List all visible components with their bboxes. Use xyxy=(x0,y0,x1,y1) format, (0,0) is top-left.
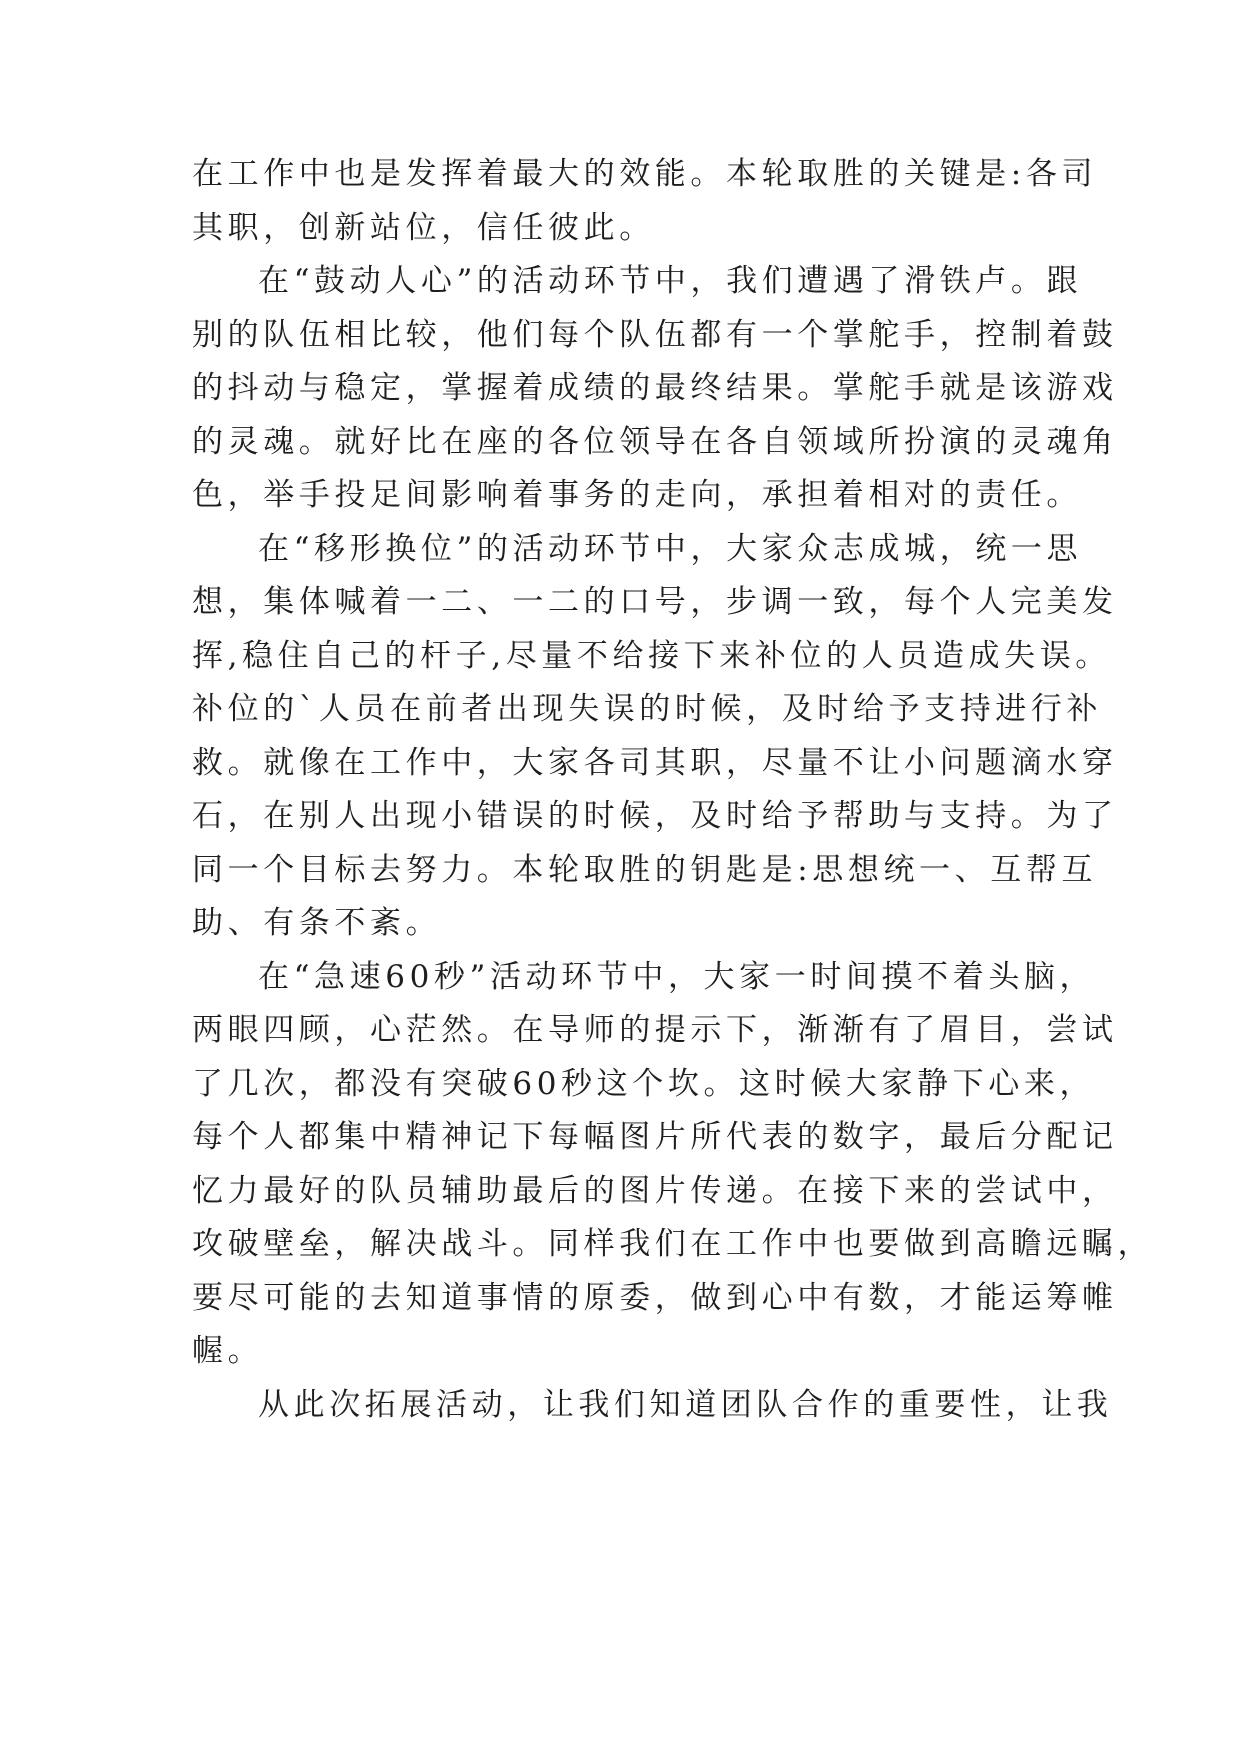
text-line: 助、有条不紊。 xyxy=(192,905,442,941)
text-line: 的抖动与稳定，掌握着成绩的最终结果。掌舵手就是该游戏 xyxy=(192,370,1118,406)
text-line: 救。就像在工作中，大家各司其职，尽量不让小问题滴水穿 xyxy=(192,744,1118,781)
text-line: 想，集体喊着一二、一二的口号，步调一致，每个人完美发 xyxy=(192,584,1118,620)
text-line: 色，举手投足间影响着事务的走向，承担着相对的责任。 xyxy=(192,477,1082,513)
text-line: 挥,稳住自己的杆子,尽量不给接下来补位的人员造成失误。 xyxy=(192,637,1111,674)
text-line: 石，在别人出现小错误的时候，及时给予帮助与支持。为了 xyxy=(192,798,1118,834)
text-line: 其职，创新站位，信任彼此。 xyxy=(192,209,655,246)
text-line: 补位的`人员在前者出现失误的时候，及时给予支持进行补 xyxy=(192,691,1103,727)
text-line: 同一个目标去努力。本轮取胜的钥匙是:思想统一、互帮互 xyxy=(192,851,1098,888)
paragraph-start-line: 在“急速60秒”活动环节中，大家一时间摸不着头脑， xyxy=(258,958,1096,995)
body-text xyxy=(192,148,1154,1432)
text-line: 了几次，都没有突破60秒这个坎。这时候大家静下心来， xyxy=(192,1065,1096,1102)
text-line: 幄。 xyxy=(192,1333,264,1369)
text-line: 在工作中也是发挥着最大的效能。本轮取胜的关键是:各司 xyxy=(192,156,1098,192)
text-line: 别的队伍相比较，他们每个队伍都有一个掌舵手，控制着鼓 xyxy=(192,316,1118,353)
text-line: 忆力最好的队员辅助最后的图片传递。在接下来的尝试中， xyxy=(192,1172,1118,1209)
paragraph-start-line: 从此次拓展活动，让我们知道团队合作的重要性，让我 xyxy=(258,1386,1113,1423)
text-line: 要尽可能的去知道事情的原委，做到心中有数，才能运筹帷 xyxy=(192,1279,1118,1316)
text-line: 两眼四顾，心茫然。在导师的提示下，渐渐有了眉目，尝试 xyxy=(192,1012,1118,1048)
text-line: 攻破壁垒，解决战斗。同样我们在工作中也要做到高瞻远瞩， xyxy=(192,1226,1154,1262)
paragraph-start-line: 在“移形换位”的活动环节中，大家众志成城，统一思 xyxy=(258,530,1083,567)
text-line: 的灵魂。就好比在座的各位领导在各自领域所扮演的灵魂角 xyxy=(192,423,1118,460)
text-line: 每个人都集中精神记下每幅图片所代表的数字，最后分配记 xyxy=(192,1119,1118,1155)
paragraph-start-line: 在“鼓动人心”的活动环节中，我们遭遇了滑铁卢。跟 xyxy=(258,263,1083,299)
